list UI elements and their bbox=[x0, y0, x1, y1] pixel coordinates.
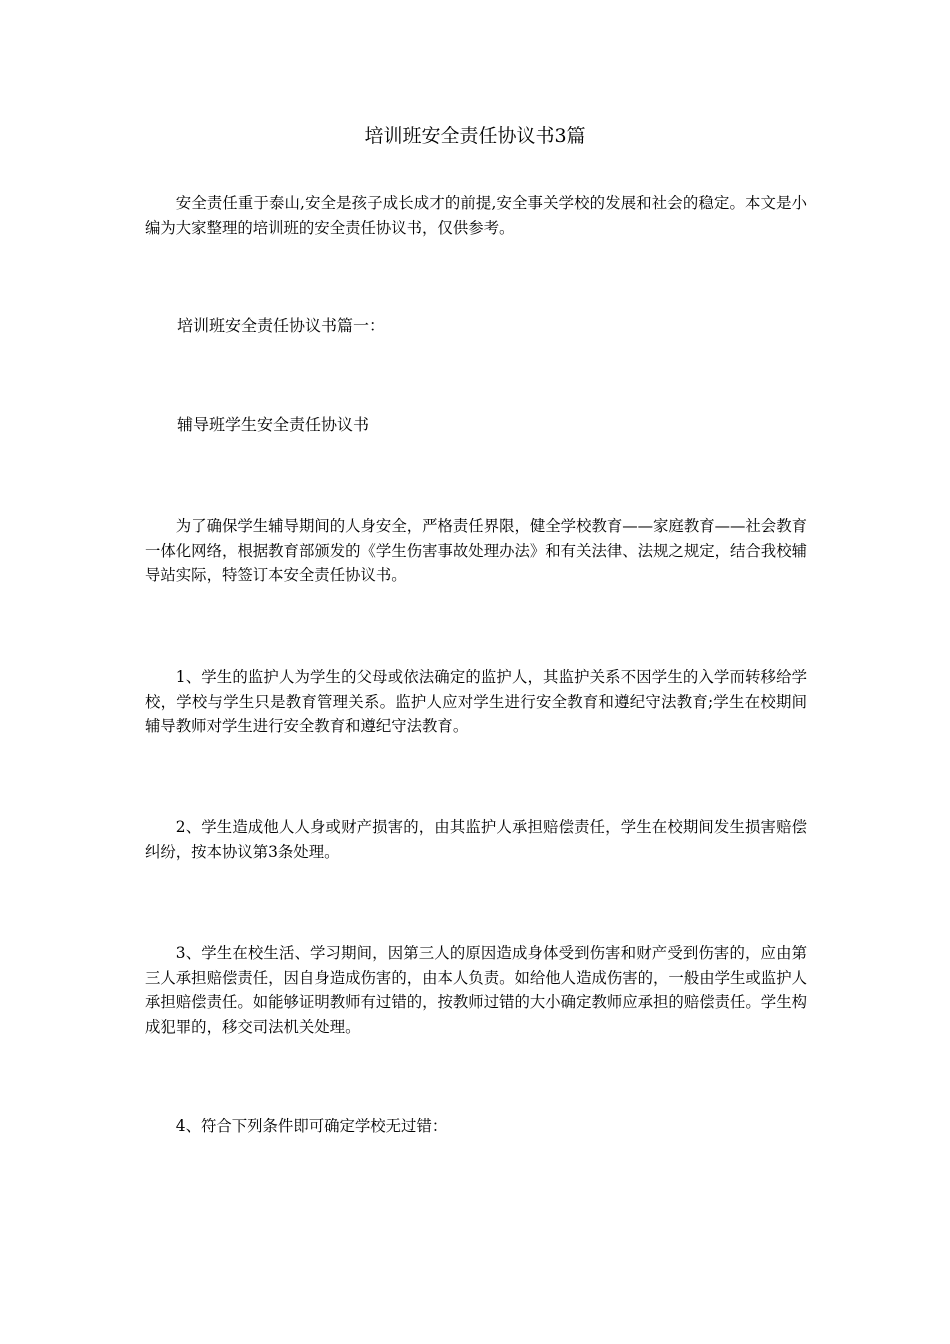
purpose-paragraph: 为了确保学生辅导期间的人身安全，严格责任界限，健全学校教育——家庭教育——社会教育一体化网络，根据教育部颁发的《学生伤害事故处理办法》和有关法律、法规之规定，结合我校辅导站实际，特签订本安全责任协议书。 bbox=[145, 517, 807, 584]
clause-1-paragraph: 1、学生的监护人为学生的父母或依法确定的监护人，其监护关系不因学生的入学而转移给学校，学校与学生只是教育管理关系。监护人应对学生进行安全教育和遵纪守法教育;学生在校期间辅导教师对学生进行安全教育和遵纪守法教育。 bbox=[145, 668, 807, 735]
document-title: 培训班安全责任协议书3篇 bbox=[364, 125, 586, 147]
agreement-subtitle: 辅导班学生安全责任协议书 bbox=[177, 415, 370, 434]
section-heading: 培训班安全责任协议书篇一： bbox=[177, 316, 386, 335]
intro-paragraph: 安全责任重于泰山,安全是孩子成长成才的前提,安全事关学校的发展和社会的稳定。本文是小编为大家整理的培训班的安全责任协议书，仅供参考。 bbox=[145, 194, 807, 237]
clause-4-paragraph: 4、符合下列条件即可确定学校无过错： bbox=[175, 1117, 448, 1135]
clause-3-paragraph: 3、学生在校生活、学习期间，因第三人的原因造成身体受到伤害和财产受到伤害的，应由第三人承担赔偿责任，因自身造成伤害的，由本人负责。如给他人造成伤害的，一般由学生或监护人承担赔偿责任。如能够证明教师有过错的，按教师过错的大小确定教师应承担的赔偿责任。学生构成犯罪的，移交司法机关处理。 bbox=[145, 944, 807, 1036]
clause-2-paragraph: 2、学生造成他人人身或财产损害的，由其监护人承担赔偿责任，学生在校期间发生损害赔偿纠纷，按本协议第3条处理。 bbox=[145, 818, 807, 861]
